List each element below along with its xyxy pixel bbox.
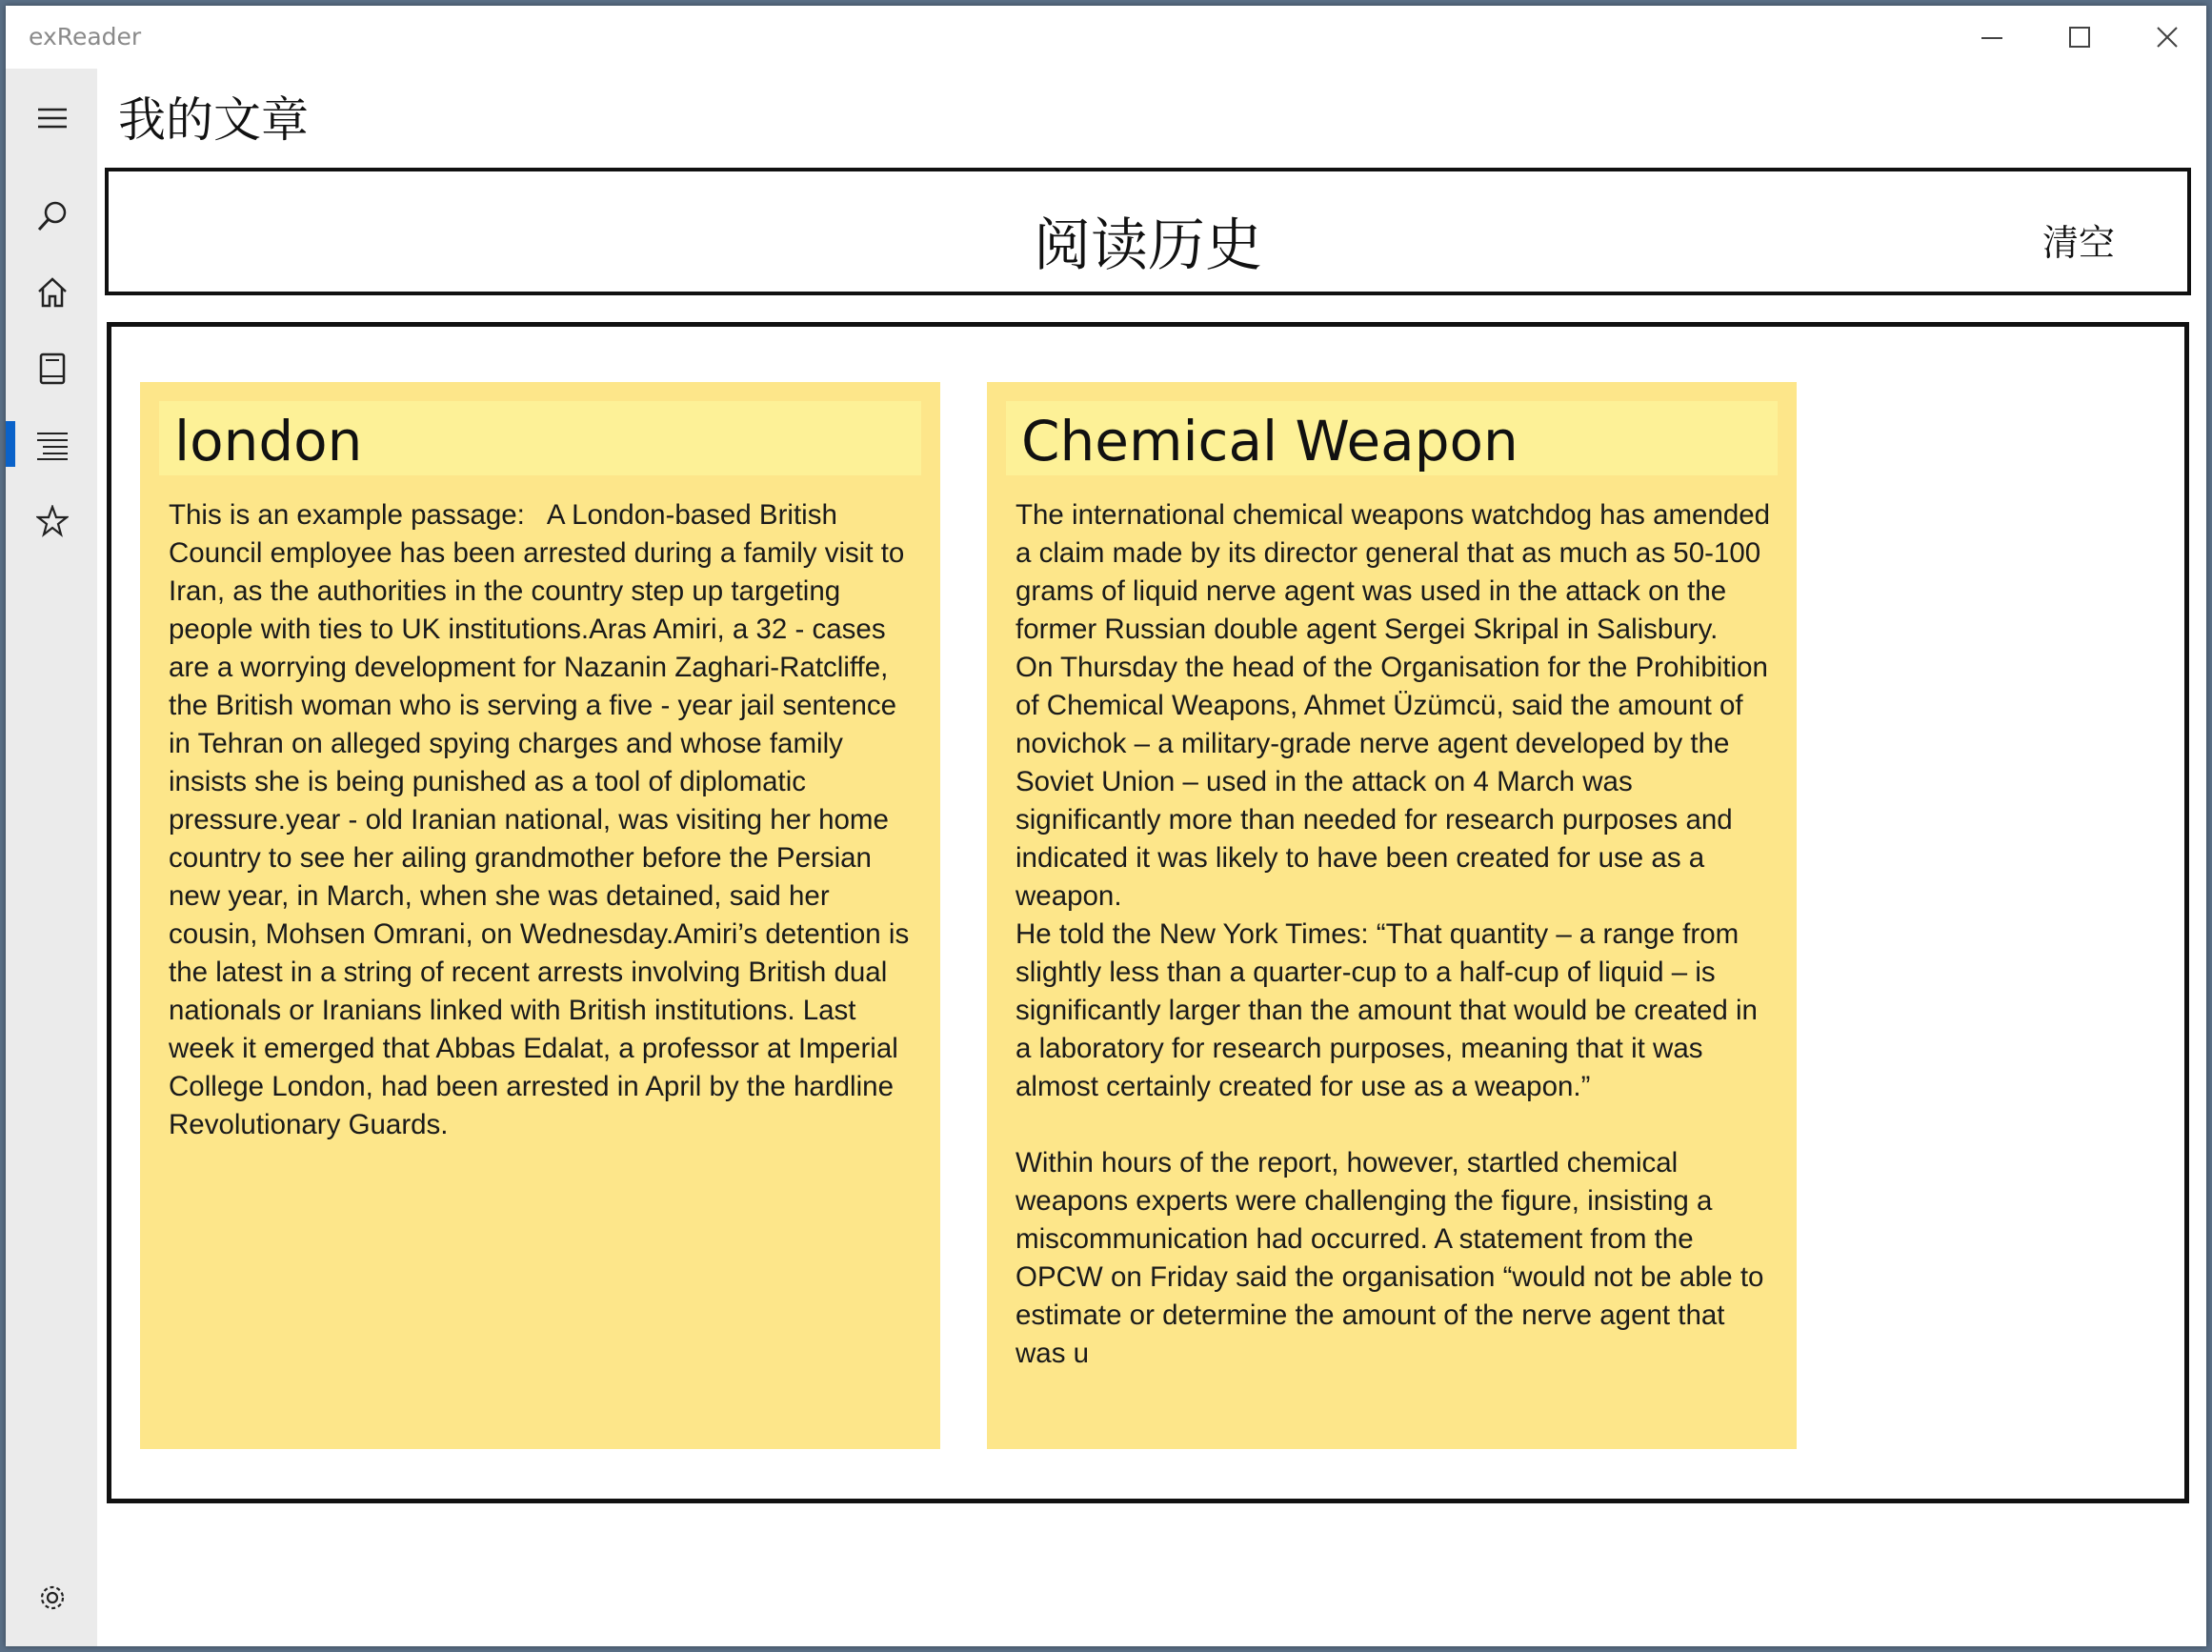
nav-articles-button[interactable] bbox=[6, 408, 97, 480]
history-card-list bbox=[107, 322, 2189, 1503]
article-card[interactable] bbox=[140, 382, 940, 1449]
card-title: london bbox=[174, 409, 363, 473]
card-title: Chemical Weapon bbox=[1021, 409, 1518, 473]
nav-settings-button[interactable] bbox=[6, 1561, 97, 1633]
card-title-bar bbox=[159, 401, 921, 475]
maximize-icon bbox=[2067, 25, 2094, 51]
minimize-icon bbox=[1980, 25, 2006, 51]
card-body: This is an example passage: A London-based British Council employee has been arrested during a family visit to Iran, as the authorities in the country step up targeting people with ties to UK institutions.Aras Amiri, a 32 - cases are a worrying development for Nazanin Zaghari-Ratcliffe, the British woman who is serving a five - year jail sentence in Tehran on alleged spying charges and whose family insists she is being punished as a tool of diplomatic pressure.year - old Iranian national, was visiting her home country to see her ailing grandmother before the Persian new year, in March, when she was detained, said her cousin, Mohsen Omrani, on Wednesday.Amiri’s detention is the latest in a string of recent arrests involving British dual nationals or Iranians linked with British institutions. Last week it emerged that Abbas Edalat, a professor at Imperial College London, had been arrested in April by the hardline Revolutionary Guards. bbox=[169, 499, 917, 1140]
clear-history-button[interactable]: 清空 bbox=[2041, 222, 2115, 264]
window-title: exReader bbox=[29, 23, 142, 50]
hamburger-icon bbox=[36, 103, 69, 135]
card-body: The international chemical weapons watchdog has amended a claim made by its director general that as much as 50-100 grams of liquid nerve agent was used in the attack on the former Russian double agent Sergei Skripal in Salisbury. On Thursday the head of the Organisation for the Prohibition of Chemical Weapons, Ahmet Üzümcü, said the amount of novichok – a military-grade nerve agent developed by the Soviet Union – used in the attack on 4 March was significantly more than needed for research purposes and indicated it was likely to have been created for use as a weapon. He told the New York Times: “That quantity – a range from slightly less than a quarter-cup to a half-cup of liquid – is significantly larger than the amount that would be created in a laboratory for research purposes, meaning that it was almost certainly created for use as a weapon.” Within hours of the report, however, startled chemical weapons experts were challenging the figure, insisting a miscommunication had occurred. A statement from the OPCW on Friday said the organisation “would not be able to estimate or determine the amount of the nerve agent that was u bbox=[1016, 499, 1771, 1369]
menu-toggle-button[interactable] bbox=[6, 82, 97, 154]
close-button[interactable] bbox=[2124, 6, 2212, 69]
nav-sidebar bbox=[6, 69, 97, 1646]
maximize-button[interactable] bbox=[2037, 6, 2124, 69]
home-icon bbox=[36, 276, 69, 309]
search-icon bbox=[36, 200, 69, 232]
article-card[interactable] bbox=[987, 382, 1797, 1449]
minimize-button[interactable] bbox=[1949, 6, 2037, 69]
title-bar bbox=[6, 6, 2206, 69]
gear-icon bbox=[36, 1581, 69, 1614]
nav-home-button[interactable] bbox=[6, 255, 97, 328]
history-header bbox=[105, 168, 2191, 295]
list-icon bbox=[36, 429, 69, 461]
page-title: 我的文章 bbox=[118, 92, 309, 148]
close-icon bbox=[2155, 25, 2182, 51]
book-icon bbox=[36, 353, 69, 385]
star-icon bbox=[36, 505, 69, 537]
card-title-bar bbox=[1006, 401, 1778, 475]
nav-search-button[interactable] bbox=[6, 179, 97, 252]
history-title: 阅读历史 bbox=[1034, 212, 1262, 279]
nav-library-button[interactable] bbox=[6, 332, 97, 404]
nav-favorites-button[interactable] bbox=[6, 484, 97, 556]
app-window bbox=[6, 6, 2206, 1646]
